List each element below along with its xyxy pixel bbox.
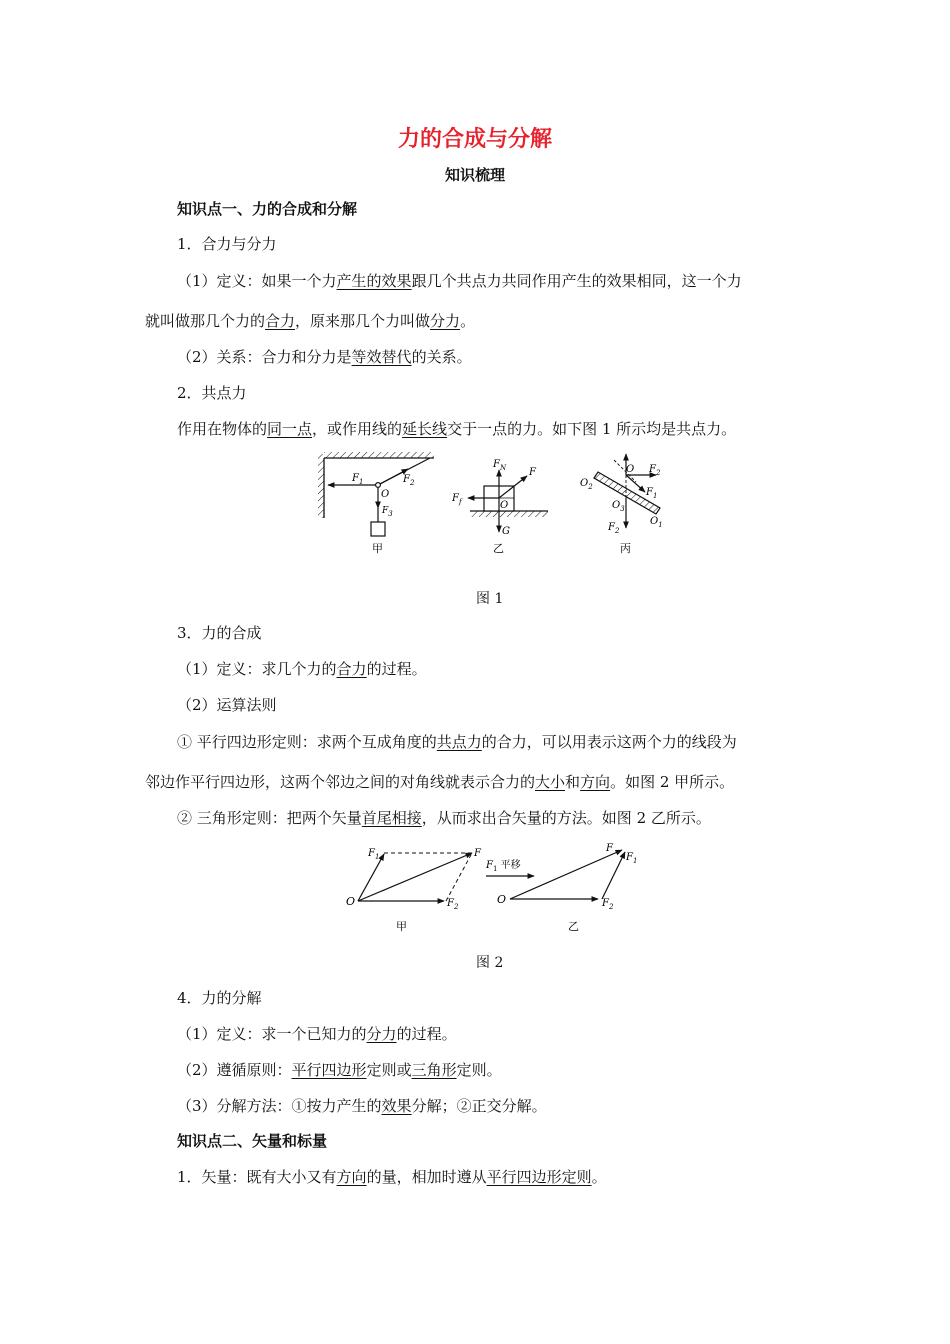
answer-blank: 合力 — [336, 660, 367, 678]
bing-f1-label: $F_1$ — [646, 487, 658, 500]
fig2-yi — [485, 843, 637, 933]
bing-o-label: O — [626, 464, 635, 475]
yi-label: 乙 — [493, 542, 504, 555]
answer-blank: 等效替代 — [351, 348, 412, 366]
bing-label: 丙 — [620, 542, 631, 555]
answer-blank: 首尾相接 — [361, 809, 422, 827]
answer-blank: 方向 — [580, 773, 611, 791]
jia-f3-label: $F_3$ — [382, 506, 393, 518]
s1-definition-line1: （1）定义：如果一个力产生的效果跟几个共点力共同作用产生的效果相同，这一个力 — [177, 272, 742, 290]
section2-vector: 1．矢量：既有大小又有方向的量，相加时遵从平行四边形定则。 — [177, 1168, 607, 1186]
answer-blank: 平行四边形 — [291, 1061, 367, 1079]
answer-blank: 延长线 — [402, 420, 448, 438]
section1-heading: 知识点一、力的合成和分解 — [177, 200, 358, 218]
figure-2-caption: 图 2 — [476, 955, 504, 971]
s3-rule2: ② 三角形定则：把两个矢量首尾相接，从而求出合矢量的方法。如图 2 乙所示。 — [177, 809, 711, 827]
bing-o3-label: $O_3$ — [612, 500, 625, 513]
answer-blank: 方向 — [336, 1168, 367, 1186]
answer-blank: 大小 — [535, 773, 566, 791]
s4-rule: （2）遵循原则：平行四边形定则或三角形定则。 — [177, 1061, 502, 1079]
s3-definition: （1）定义：求几个力的合力的过程。 — [177, 660, 427, 678]
s4-heading: 4．力的分解 — [177, 989, 262, 1007]
yi-fn-label: $F_N$ — [493, 459, 507, 472]
fig1-jia — [318, 452, 434, 555]
fig1-bing — [580, 454, 663, 555]
answer-blank: 合力 — [265, 312, 296, 330]
s1-definition-line2: 就叫做那几个力的合力，原来那几个力叫做分力。 — [145, 312, 476, 330]
page-title: 力的合成与分解 — [397, 127, 552, 152]
s3-rule1-line2: 邻边作平行四边形，这两个邻边之间的对角线就表示合力的大小和方向。如图 2 甲所示。 — [145, 773, 735, 791]
answer-blank: 共点力 — [436, 733, 482, 751]
section2-heading: 知识点二、矢量和标量 — [177, 1132, 328, 1150]
bing-o1-label: $O_1$ — [650, 516, 663, 529]
s3-rule: （2）运算法则 — [177, 696, 277, 714]
jia-f2-label: $F_2$ — [403, 474, 415, 487]
answer-blank: 产生的效果 — [336, 272, 412, 290]
fig2-jia-f-label: F — [474, 848, 481, 859]
s3-heading: 3．力的合成 — [177, 624, 262, 642]
fig2-jia-f1-label: $F_1$ — [368, 848, 380, 861]
s1-heading: 1．合力与分力 — [177, 235, 277, 253]
jia-f1-label: $F_1$ — [352, 473, 364, 486]
s4-definition: （1）定义：求一个已知力的分力的过程。 — [177, 1025, 457, 1043]
fig2-yi-label: 乙 — [568, 920, 579, 933]
yi-o-label: O — [500, 500, 509, 511]
figure-2 — [340, 838, 640, 938]
jia-o-label: O — [381, 489, 390, 500]
fig2-shift-label: $F_1$ 平移 — [486, 860, 521, 873]
fig2-jia-label: 甲 — [396, 920, 407, 933]
s4-method: （3）分解方法：①按力产生的效果分解；②正交分解。 — [177, 1097, 547, 1115]
fig2-yi-f-label: F — [606, 843, 613, 854]
s2-heading: 2．共点力 — [177, 384, 247, 402]
yi-ff-label: $F_f$ — [452, 493, 462, 506]
yi-g-label: G — [502, 526, 510, 537]
fig2-jia — [346, 848, 482, 933]
s2-text: 作用在物体的同一点，或作用线的延长线交于一点的力。如下图 1 所示均是共点力。 — [177, 420, 737, 438]
fig2-jia-o-label: O — [346, 895, 356, 908]
fig2-yi-o-label: O — [497, 893, 507, 906]
answer-blank: 三角形 — [411, 1061, 457, 1079]
answer-blank: 分力 — [430, 312, 461, 330]
fig2-jia-f2-label: $F_2$ — [447, 898, 459, 911]
jia-label: 甲 — [372, 542, 383, 555]
bing-f2b-label: $F_2$ — [608, 522, 620, 535]
bing-o2-label: $O_2$ — [580, 478, 593, 491]
s3-rule1-line1: ① 平行四边形定则：求两个互成角度的共点力的合力，可以用表示这两个力的线段为 — [177, 733, 737, 751]
figure-1-caption: 图 1 — [476, 591, 504, 607]
section-subtitle: 知识梳理 — [444, 166, 505, 184]
s1-relation: （2）关系：合力和分力是等效替代的关系。 — [177, 348, 472, 366]
yi-f-label: F — [529, 467, 536, 478]
answer-blank: 效果 — [381, 1097, 412, 1115]
fig2-yi-f2-label: $F_2$ — [602, 898, 614, 911]
answer-blank: 同一点 — [267, 420, 313, 438]
bing-f2-label: $F_2$ — [649, 464, 661, 477]
fig1-yi — [451, 459, 548, 555]
answer-blank: 分力 — [366, 1025, 397, 1043]
fig2-yi-f1-label: $F_1$ — [626, 852, 638, 865]
answer-blank: 平行四边形定则 — [486, 1168, 592, 1186]
figure-1 — [300, 448, 680, 560]
